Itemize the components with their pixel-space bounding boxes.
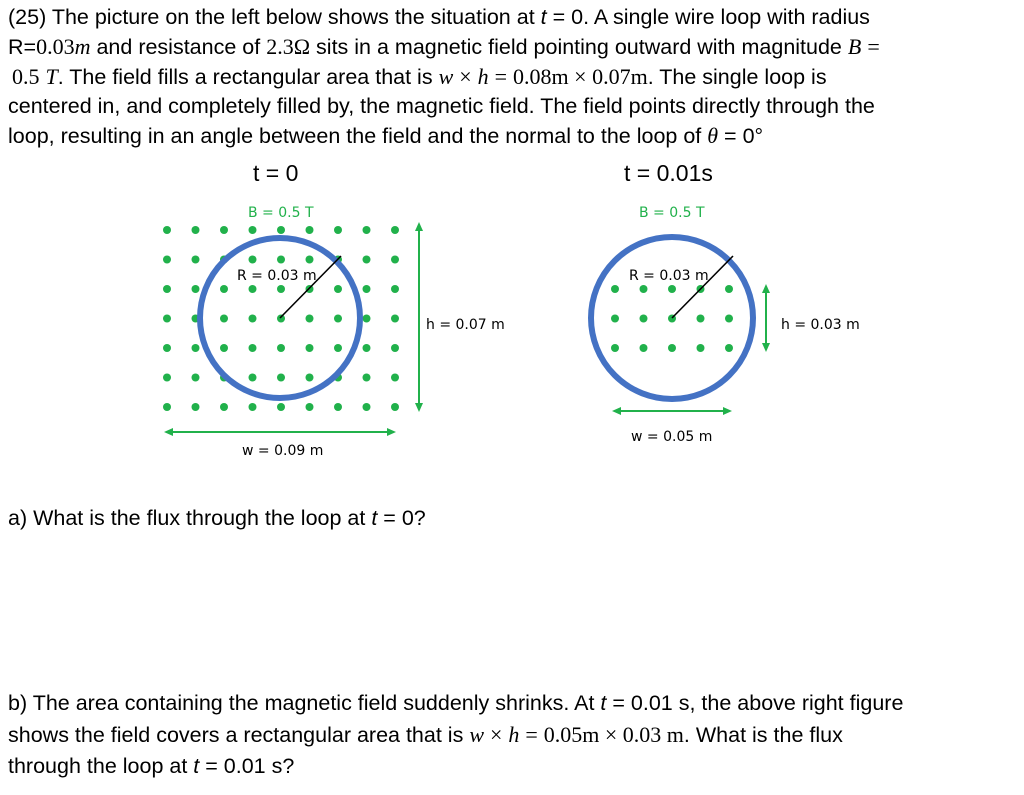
field-dot — [611, 285, 619, 293]
field-dot — [306, 374, 314, 382]
field-dot — [249, 374, 257, 382]
field-dot — [640, 285, 648, 293]
field-dot — [334, 285, 342, 293]
field-dot — [192, 374, 200, 382]
field-dot — [249, 403, 257, 411]
field-dot — [277, 315, 285, 323]
width-arrow-left — [164, 428, 396, 436]
height-arrow-right — [762, 284, 770, 352]
question-b: b) The area containing the magnetic field suddenly shrinks. At t = 0.01 s, the above right figure shows the field covers a rectangular area that is w × h = 0.05m × 0.03 m. What is the flux through the loop at t = 0.01 s? — [8, 691, 904, 778]
field-dot — [391, 403, 399, 411]
height-label-right: h = 0.03 m — [781, 317, 860, 333]
field-dot — [220, 285, 228, 293]
height-label-left: h = 0.07 m — [426, 317, 505, 333]
field-dot — [306, 403, 314, 411]
field-dot — [163, 256, 171, 264]
field-dot — [249, 256, 257, 264]
width-label-right: w = 0.05 m — [631, 429, 713, 445]
field-dot — [611, 344, 619, 352]
field-dot — [363, 285, 371, 293]
height-arrow-left — [415, 222, 423, 412]
problem-number: (25) — [8, 5, 47, 29]
field-dot — [334, 226, 342, 234]
field-dot — [391, 344, 399, 352]
field-dot — [363, 226, 371, 234]
field-dot — [697, 315, 705, 323]
field-dot — [277, 226, 285, 234]
field-dot — [277, 256, 285, 264]
field-dot — [277, 403, 285, 411]
field-dot — [192, 285, 200, 293]
field-dot — [192, 403, 200, 411]
field-dot — [277, 344, 285, 352]
field-dot — [192, 226, 200, 234]
field-dot — [725, 315, 733, 323]
problem-statement: (25) The picture on the left below shows the situation at t = 0. A single wire loop with radius R=0.03m and resistance of 2.3Ω sits in a magnetic field pointing outward with magnitude B = 0.5 T. The field fills a rectangular area that is w × h = 0.08m × 0.07m. The single loop is centered in, and completely filled by, the magnetic field. The field points directly through the loop, resulting in an angle between the field and the normal to the loop of θ = 0° — [8, 5, 880, 148]
field-dot — [249, 344, 257, 352]
field-dot — [306, 226, 314, 234]
field-dot — [306, 315, 314, 323]
field-dot — [249, 315, 257, 323]
radius-line-left — [280, 256, 341, 318]
field-dots-right — [611, 285, 733, 352]
field-dot — [640, 344, 648, 352]
field-dot — [277, 374, 285, 382]
field-dot — [163, 403, 171, 411]
field-dot — [668, 285, 676, 293]
field-dot — [163, 226, 171, 234]
field-dot — [163, 315, 171, 323]
field-dot — [334, 315, 342, 323]
radius-label-right: R = 0.03 m — [629, 268, 709, 284]
field-dot — [363, 403, 371, 411]
field-dot — [697, 344, 705, 352]
field-label-left: B = 0.5 T — [248, 205, 314, 221]
field-dot — [249, 285, 257, 293]
field-dot — [363, 256, 371, 264]
field-dot — [306, 344, 314, 352]
field-dot — [363, 374, 371, 382]
field-dot — [277, 285, 285, 293]
radius-line-right — [672, 256, 733, 318]
field-dot — [220, 344, 228, 352]
field-dot — [220, 226, 228, 234]
field-dot — [192, 344, 200, 352]
field-dot — [363, 344, 371, 352]
field-dot — [334, 403, 342, 411]
field-dot — [163, 285, 171, 293]
field-dot — [220, 315, 228, 323]
field-dot — [220, 403, 228, 411]
field-dot — [725, 285, 733, 293]
field-dot — [163, 344, 171, 352]
field-dot — [391, 256, 399, 264]
width-label-left: w = 0.09 m — [242, 443, 324, 459]
field-dot — [391, 374, 399, 382]
field-dot — [306, 256, 314, 264]
field-dot — [611, 315, 619, 323]
field-dot — [192, 256, 200, 264]
question-a: a) What is the flux through the loop at t = 0? — [8, 506, 426, 530]
field-dot — [391, 315, 399, 323]
width-arrow-right — [612, 407, 732, 415]
field-dot — [163, 374, 171, 382]
radius-label-left: R = 0.03 m — [237, 268, 317, 284]
field-dot — [249, 226, 257, 234]
field-label-right: B = 0.5 T — [639, 205, 705, 221]
field-dot — [725, 344, 733, 352]
field-dot — [391, 285, 399, 293]
field-dot — [363, 315, 371, 323]
field-dot — [391, 226, 399, 234]
caption-right: t = 0.01s — [624, 160, 713, 186]
field-dot — [640, 315, 648, 323]
field-dot — [334, 344, 342, 352]
caption-left: t = 0 — [253, 160, 299, 186]
field-dot — [668, 344, 676, 352]
